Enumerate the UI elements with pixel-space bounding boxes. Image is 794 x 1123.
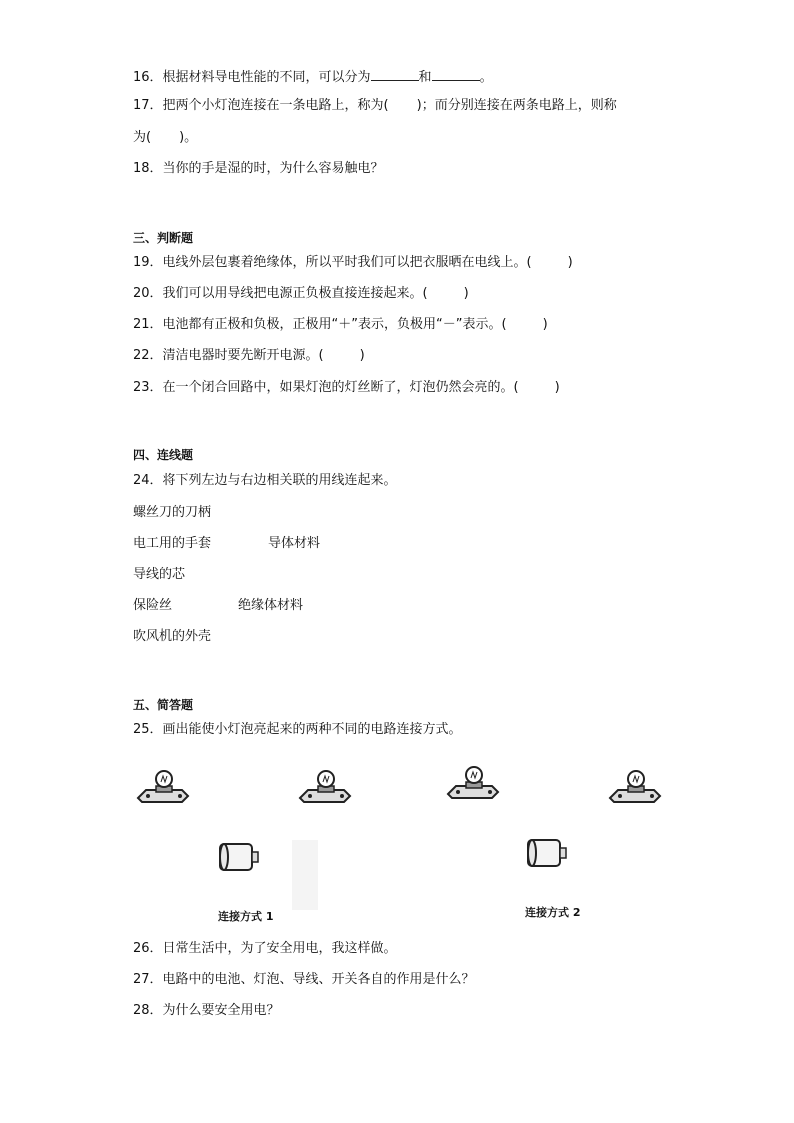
answer-blank[interactable] xyxy=(371,66,419,81)
question-17-text: 17．把两个小灯泡连接在一条电路上，称为( xyxy=(133,98,389,113)
close-paren: ) xyxy=(542,317,548,332)
question-16-end: 。 xyxy=(479,70,493,85)
circuit-figure xyxy=(130,762,670,924)
battery-icon xyxy=(528,840,566,866)
answer-blank[interactable] xyxy=(432,66,480,81)
question-text: 20．我们可以用导线把电源正负极直接连接起来。( xyxy=(133,286,428,301)
question-24: 24．将下列左边与右边相关联的用线连起来。 xyxy=(133,473,397,488)
match-left-item[interactable]: 吹风机的外壳 xyxy=(133,629,212,644)
question-27: 27．电路中的电池、灯泡、导线、开关各自的作用是什么？ xyxy=(133,972,475,987)
question-25: 25．画出能使小灯泡亮起来的两种不同的电路连接方式。 xyxy=(133,722,462,737)
question-text: 23．在一个闭合回路中，如果灯泡的灯丝断了，灯泡仍然会亮的。( xyxy=(133,380,519,395)
question-16-connector: 和 xyxy=(418,70,432,85)
question-22 xyxy=(133,347,365,365)
section-title-matching: 四、连线题 xyxy=(133,448,194,462)
match-left-item[interactable]: 螺丝刀的刀柄 xyxy=(133,505,212,520)
question-17-text: )。 xyxy=(179,130,198,145)
question-text: 21．电池都有正极和负极，正极用“＋”表示，负极用“－”表示。( xyxy=(133,317,507,332)
question-16-text: 16．根据材料导电性能的不同，可以分为 xyxy=(133,70,371,85)
match-left-item[interactable]: 导线的芯 xyxy=(133,567,186,582)
circuit-drawing xyxy=(130,762,670,924)
question-17-text: 为( xyxy=(133,130,152,145)
question-21 xyxy=(133,316,548,334)
question-28: 28．为什么要安全用电？ xyxy=(133,1003,280,1018)
question-17-line-2 xyxy=(133,129,197,147)
question-19 xyxy=(133,254,573,272)
close-paren: ) xyxy=(567,255,573,270)
bulb-icon xyxy=(300,771,350,802)
question-20 xyxy=(133,285,469,303)
bulb-icon xyxy=(610,771,660,802)
figure-label-2: 连接方式 2 xyxy=(525,906,581,919)
match-right-item[interactable]: 导体材料 xyxy=(268,536,321,551)
bulb-icon xyxy=(138,771,188,802)
section-title-short-answer: 五、简答题 xyxy=(133,698,194,712)
close-paren: ) xyxy=(554,380,560,395)
question-18: 18．当你的手是湿的时，为什么容易触电？ xyxy=(133,161,384,176)
question-26: 26．日常生活中，为了安全用电，我这样做。 xyxy=(133,941,397,956)
question-17-text: )；而分别连接在两条电路上，则称 xyxy=(416,98,617,113)
figure-label-1: 连接方式 1 xyxy=(218,910,274,923)
question-17-line-1 xyxy=(133,97,617,115)
question-23 xyxy=(133,379,560,397)
section-title-judgement: 三、判断题 xyxy=(133,231,194,245)
match-left-item[interactable]: 电工用的手套 xyxy=(133,536,212,551)
question-text: 19．电线外层包裹着绝缘体，所以平时我们可以把衣服晒在电线上。( xyxy=(133,255,532,270)
battery-icon xyxy=(220,844,258,870)
bulb-icon xyxy=(448,767,498,798)
question-text: 22．清洁电器时要先断开电源。( xyxy=(133,348,324,363)
close-paren: ) xyxy=(463,286,469,301)
close-paren: ) xyxy=(359,348,365,363)
question-16 xyxy=(133,66,493,87)
match-left-item[interactable]: 保险丝 xyxy=(133,598,173,613)
match-right-item[interactable]: 绝缘体材料 xyxy=(238,598,304,613)
